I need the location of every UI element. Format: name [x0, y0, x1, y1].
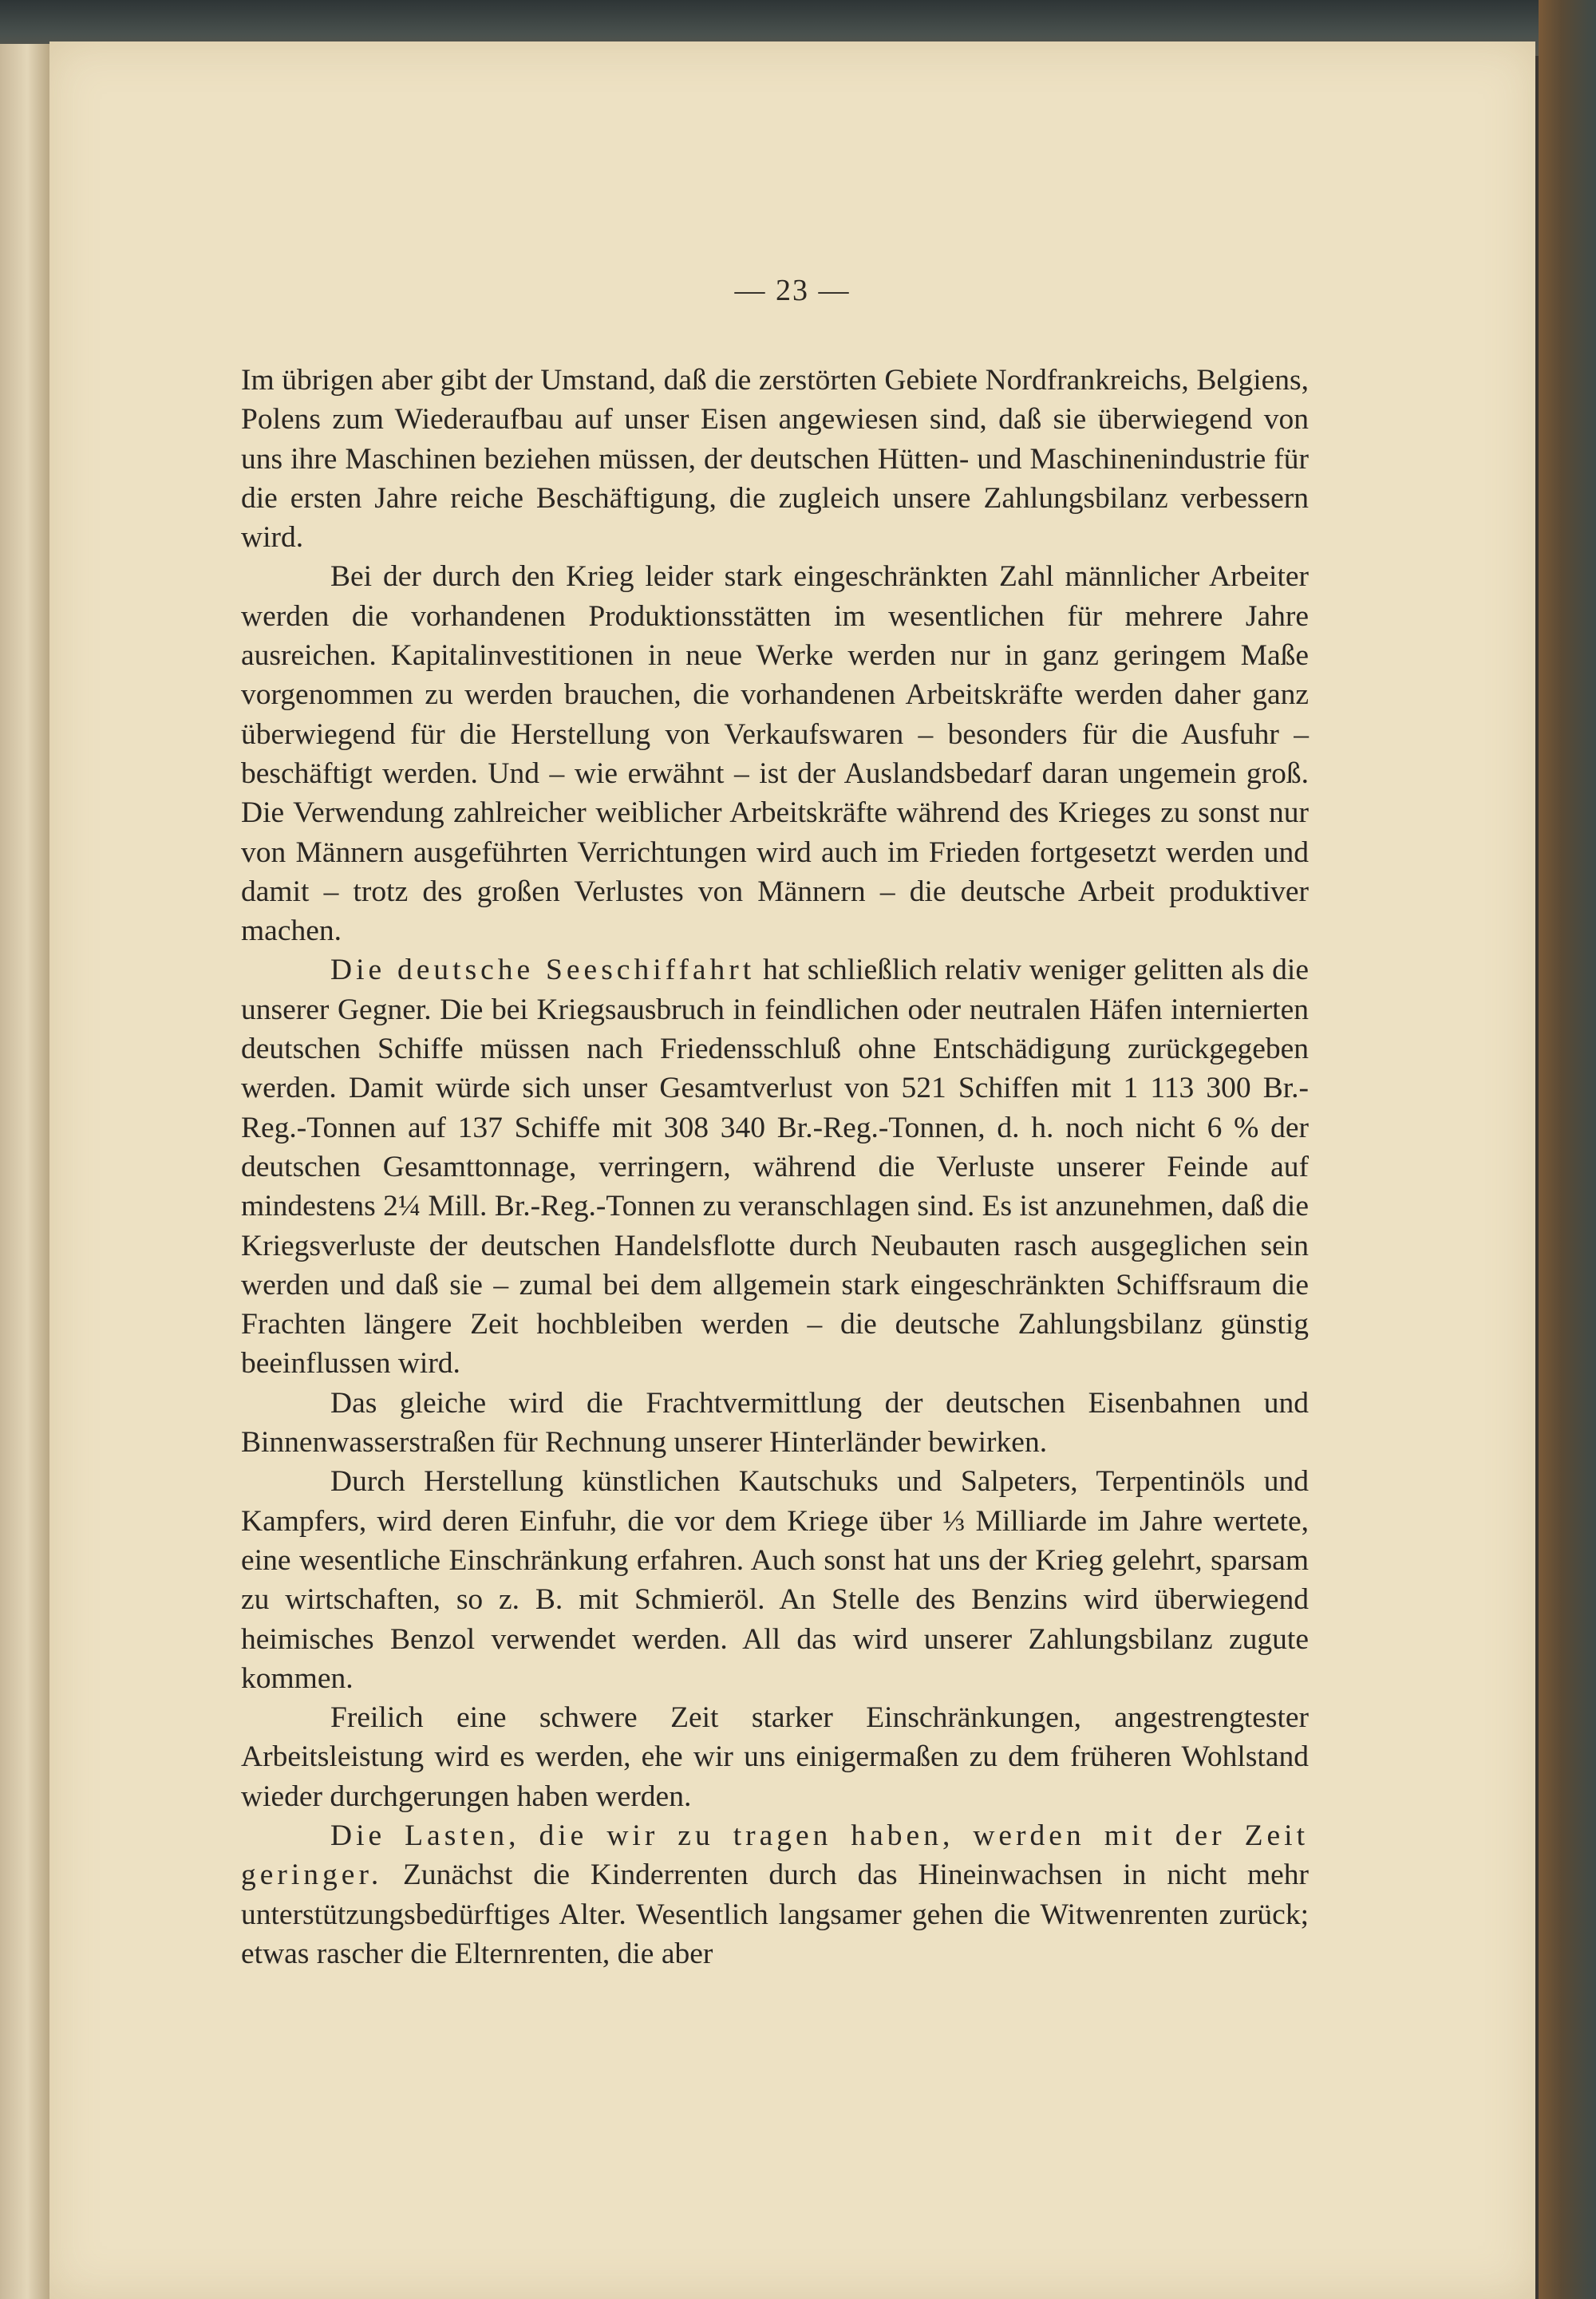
book-cover-right-edge — [1539, 0, 1596, 2299]
paragraph — [241, 950, 1309, 1383]
paragraph — [241, 361, 1309, 557]
paragraph — [241, 1384, 1309, 1463]
paragraph-text: Das gleiche wird die Frachtvermittlung der deutschen Eisenbahnen und Binnenwasserstraßen für Rechnung unserer Hinterländer bewirken. — [241, 1386, 1309, 1460]
page-number: — 23 — — [734, 274, 851, 307]
paragraph — [241, 1816, 1309, 1973]
paragraph-text: Im übrigen aber gibt der Umstand, daß die zerstörten Gebiete Nordfrankreichs, Belgiens, Polens zum Wiederaufbau auf unser Eisen angewiesen sind, daß sie überwiegend von uns ihre Maschinen beziehen müssen, der deutschen Hütten- und Maschinenindustrie für die ersten Jahre reiche Beschäftigung, die zugleich unsere Zahlungsbilanz verbessern wird. — [241, 364, 1309, 555]
previous-page-edge — [0, 44, 52, 2299]
spaced-emphasis-text: Die Lasten, die wir zu tragen haben, werden mit der Zeit geringer. — [241, 1819, 1309, 1892]
paragraph-text: Freilich eine schwere Zeit starker Einschränkungen, angestrengtester Arbeitsleistung wird es werden, ehe wir uns einigermaßen zu dem früheren Wohlstand wieder durchgerungen haben werden. — [241, 1701, 1309, 1813]
paragraph — [241, 1462, 1309, 1698]
spaced-emphasis-text: Die deutsche Seeschiffahrt — [330, 954, 756, 987]
body-text — [241, 361, 1309, 1973]
paragraph-text: Zunächst die Kinderrenten durch das Hineinwachsen in nicht mehr unterstützungsbedürftiges Alter. Wesentlich langsamer gehen die Witwenrenten zurück; etwas rascher die Elternrenten, die aber — [241, 1859, 1309, 1970]
paragraph-text: hat schließlich relativ weniger gelitten als die unserer Gegner. Die bei Kriegsausbruch in feindlichen oder neutralen Häfen internierten deutschen Schiffe müssen nach Friedensschluß ohne Entschädigung zurückgegeben werden. Damit würde sich unser Gesamtverlust von 521 Schiffen mit 1 113 300 Br.-Reg.-Tonnen auf 137 Schiffe mit 308 340 Br.-Reg.-Tonnen, d. h. noch nicht 6 % der deutschen Gesamttonnage, verringern, während die Verluste unserer Feinde auf mindestens 2¼ Mill. Br.-Reg.-Tonnen zu veranschlagen sind. Es ist anzunehmen, daß die Kriegsverluste der deutschen Handelsflotte durch Neubauten rasch ausgeglichen sein werden und daß sie – zumal bei dem allgemein stark eingeschränkten Schiffsraum die Frachten längere Zeit hochbleiben werden – die deutsche Zahlungsbilanz günstig beeinflussen wird. — [241, 954, 1309, 1381]
paragraph — [241, 557, 1309, 950]
paragraph-text: Durch Herstellung künstlichen Kautschuks und Salpeters, Terpentinöls und Kampfers, wird deren Einfuhr, die vor dem Kriege über ⅓ Milliarde im Jahre wertete, eine wesentliche Einschränkung erfahren. Auch sonst hat uns der Krieg gelehrt, sparsam zu wirtschaften, so z. B. mit Schmieröl. An Stelle des Benzins wird überwiegend heimisches Benzol verwendet werden. All das wird unserer Zahlungsbilanz zugute kommen. — [241, 1465, 1309, 1695]
paragraph — [241, 1698, 1309, 1816]
page-sheet — [49, 41, 1535, 2299]
paragraph-text: Bei der durch den Krieg leider stark eingeschränkten Zahl männlicher Arbeiter werden die vorhandenen Produktionsstätten im wesentlichen für mehrere Jahre ausreichen. Kapitalinvestitionen in neue Werke werden nur in ganz geringem Maße vorgenommen zu werden brauchen, die vorhandenen Arbeitskräfte werden daher ganz überwiegend für die Herstellung von Verkaufswaren – besonders für die Ausfuhr – beschäftigt werden. Und – wie erwähnt – ist der Auslandsbedarf daran ungemein groß. Die Verwendung zahlreicher weiblicher Arbeitskräfte während des Krieges zu sonst nur von Männern ausgeführten Verrichtungen wird auch im Frieden fortgesetzt werden und damit – trotz des großen Verlustes von Männern – die deutsche Arbeit produktiver machen. — [241, 560, 1309, 948]
